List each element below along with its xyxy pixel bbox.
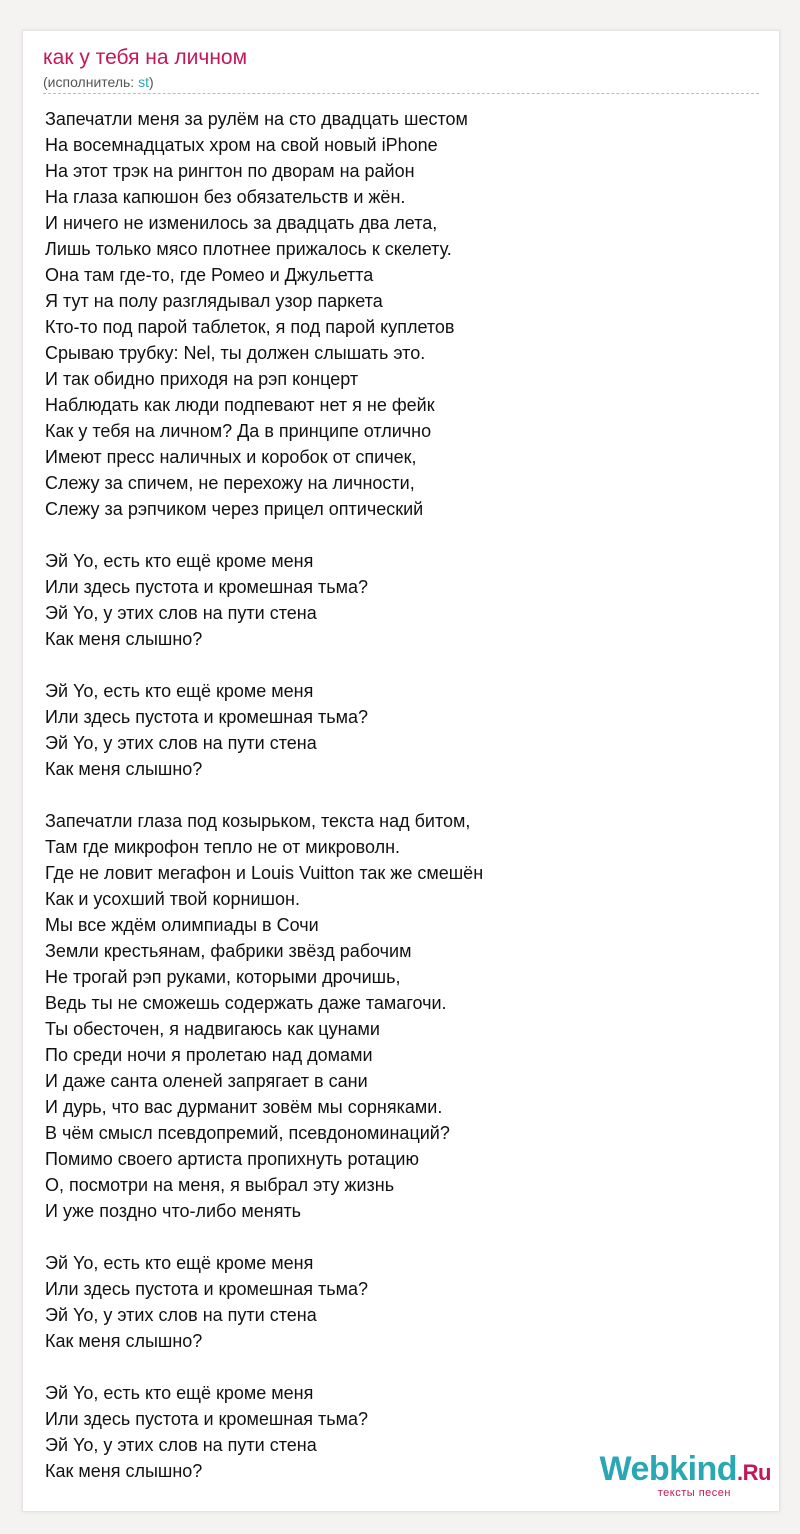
lyric-line: Слежу за рэпчиком через прицел оптический [45,499,424,519]
stanza-gap [45,782,757,808]
lyric-line: Эй Yo, есть кто ещё кроме меня [45,1383,314,1403]
lyric-line: На этот трэк на рингтон по дворам на район [45,161,415,181]
lyrics-card [22,30,780,1512]
lyric-line: Она там где-то, где Ромео и Джульетта [45,265,374,285]
lyrics-stanza [45,548,757,652]
lyric-line: Мы все ждём олимпиады в Сочи [45,915,319,935]
lyrics-stanza [45,678,757,782]
site-logo[interactable] [561,1449,771,1511]
lyric-line: Как у тебя на личном? Да в принципе отлично [45,421,432,441]
lyric-line: Срываю трубку: Nel, ты должен слышать это. [45,343,426,363]
lyric-line: Я тут на полу разглядывал узор паркета [45,291,383,311]
lyric-line: Эй Yo, у этих слов на пути стена [45,1435,317,1455]
artist-line [43,73,759,91]
lyric-line: И ничего не изменилось за двадцать два лета, [45,213,438,233]
lyric-line: О, посмотри на меня, я выбрал эту жизнь [45,1175,395,1195]
lyric-line: Или здесь пустота и кромешная тьма? [45,1279,368,1299]
lyric-line: Помимо своего артиста пропихнуть ротацию [45,1149,419,1169]
lyric-line: Как и усохший твой корнишон. [45,889,300,909]
lyric-line: По среди ночи я пролетаю над домами [45,1045,373,1065]
lyrics-stanza [45,106,757,522]
lyric-line: Слежу за спичем, не перехожу на личности, [45,473,415,493]
logo-tagline: тексты песен [657,1487,731,1499]
lyric-line: Наблюдать как люди подпевают нет я не фейк [45,395,435,415]
lyric-line: Имеют пресс наличных и коробок от спичек, [45,447,417,467]
lyric-line: Эй Yo, есть кто ещё кроме меня [45,551,314,571]
lyric-line: Земли крестьянам, фабрики звёзд рабочим [45,941,412,961]
lyric-line: На глаза капюшон без обязательств и жён. [45,187,406,207]
lyric-line: Как меня слышно? [45,629,203,649]
logo-tld: .Ru [737,1460,771,1485]
lyric-line: И так обидно приходя на рэп концерт [45,369,359,389]
lyric-line: Запечатли глаза под козырьком, текста над битом, [45,811,471,831]
lyric-line: Запечатли меня за рулём на сто двадцать шестом [45,109,468,129]
lyric-line: Эй Yo, есть кто ещё кроме меня [45,681,314,701]
stanza-gap [45,1354,757,1380]
lyric-line: Эй Yo, у этих слов на пути стена [45,733,317,753]
stanza-gap [45,1224,757,1250]
lyric-line: Где не ловит мегафон и Louis Vuitton так же смешён [45,863,484,883]
header-divider [43,93,759,94]
lyric-line: На восемнадцатых хром на свой новый iPhone [45,135,438,155]
song-title: как у тебя на личном [43,46,248,69]
lyric-line: Там где микрофон тепло не от микроволн. [45,837,401,857]
stanza-gap [45,522,757,548]
stanza-gap [45,652,757,678]
lyrics-stanza [45,1250,757,1354]
lyric-line: Как меня слышно? [45,1331,203,1351]
lyric-line: Эй Yo, есть кто ещё кроме меня [45,1253,314,1273]
lyrics-stanza [45,808,757,1224]
lyrics-text [45,106,757,1484]
lyric-line: Как меня слышно? [45,759,203,779]
artist-link[interactable]: st [138,74,149,90]
artist-prefix: (исполнитель: [43,74,139,90]
artist-suffix: ) [148,74,154,90]
lyric-line: Эй Yo, у этих слов на пути стена [45,603,317,623]
song-header [43,45,759,91]
lyric-line: Не трогай рэп руками, которыми дрочишь, [45,967,401,987]
lyric-line: Ты обесточен, я надвигаюсь как цунами [45,1019,380,1039]
lyric-line: Как меня слышно? [45,1461,203,1481]
lyric-line: И уже поздно что-либо менять [45,1201,302,1221]
logo-name: Webkind [599,1450,738,1488]
lyric-line: Или здесь пустота и кромешная тьма? [45,577,368,597]
lyric-line: Или здесь пустота и кромешная тьма? [45,1409,368,1429]
lyric-line: Эй Yo, у этих слов на пути стена [45,1305,317,1325]
lyric-line: Или здесь пустота и кромешная тьма? [45,707,368,727]
lyric-line: Ведь ты не сможешь содержать даже тамагочи. [45,993,447,1013]
lyric-line: И даже санта оленей запрягает в сани [45,1071,368,1091]
lyric-line: Лишь только мясо плотнее прижалось к скелету. [45,239,452,259]
lyric-line: Кто-то под парой таблеток, я под парой куплетов [45,317,455,337]
lyric-line: И дурь, что вас дурманит зовём мы сорняками. [45,1097,443,1117]
lyric-line: В чём смысл псевдопремий, псевдономинаций? [45,1123,450,1143]
